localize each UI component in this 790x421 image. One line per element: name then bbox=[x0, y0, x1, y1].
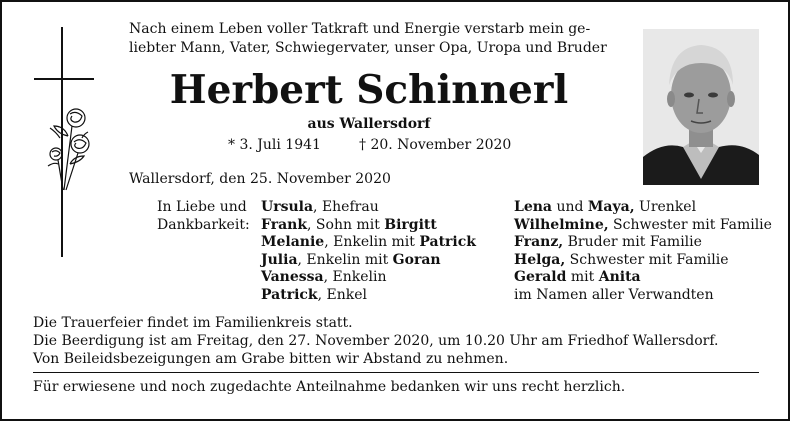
funeral-info-line: Die Trauerfeier findet im Familienkreis statt. bbox=[33, 315, 353, 331]
mourner-entry: Franz, Bruder mit Familie bbox=[514, 234, 702, 250]
mourners-left-column bbox=[261, 199, 476, 304]
deceased-origin: aus Wallersdorf bbox=[307, 116, 431, 132]
place-date: Wallersdorf, den 25. November 2020 bbox=[129, 171, 391, 187]
mourner-entry: Lena und Maya, Urenkel bbox=[514, 199, 697, 215]
mourner-entry: Vanessa, Enkelin bbox=[261, 269, 387, 285]
intro-line: Nach einem Leben voller Tatkraft und Energie verstarb mein ge- bbox=[129, 21, 591, 37]
mourner-entry: Melanie, Enkelin mit Patrick bbox=[261, 234, 476, 250]
mourners-heading-line: In Liebe und bbox=[157, 199, 247, 215]
mourners-heading-line: Dankbarkeit: bbox=[157, 216, 250, 233]
mourners-heading bbox=[157, 199, 250, 234]
divider bbox=[33, 372, 759, 373]
deceased-name: Herbert Schinnerl bbox=[169, 67, 569, 113]
mourner-entry: Helga, Schwester mit Familie bbox=[514, 251, 729, 268]
mourner-entry: Gerald mit Anita bbox=[514, 269, 641, 285]
mourner-entry: Wilhelmine, Schwester mit Familie bbox=[514, 216, 772, 233]
roses-icon bbox=[42, 106, 98, 192]
mourner-entry: im Namen aller Verwandten bbox=[514, 286, 714, 303]
thanks-text: Für erwiesene und noch zugedachte Anteilnahme bedanken wir uns recht herzlich. bbox=[33, 379, 626, 395]
mourner-entry: Patrick, Enkel bbox=[261, 286, 367, 303]
mourner-entry: Julia, Enkelin mit Goran bbox=[261, 251, 441, 268]
birth-date: * 3. Juli 1941 bbox=[228, 137, 321, 153]
mourners-right-column bbox=[514, 199, 772, 304]
death-date: † 20. November 2020 bbox=[359, 137, 512, 153]
intro-text bbox=[129, 20, 609, 58]
cross-bar bbox=[34, 78, 94, 80]
mourner-entry: Frank, Sohn mit Birgitt bbox=[261, 216, 437, 233]
portrait-photo bbox=[643, 29, 759, 185]
mourner-entry: Ursula, Ehefrau bbox=[261, 199, 379, 215]
intro-line: liebter Mann, Vater, Schwiegervater, unser Opa, Uropa und Bruder bbox=[129, 40, 607, 56]
funeral-info-line: Die Beerdigung ist am Freitag, den 27. November 2020, um 10.20 Uhr am Friedhof Wallersdorf. bbox=[33, 333, 719, 349]
funeral-info-line: Von Beileidsbezeigungen am Grabe bitten wir Abstand zu nehmen. bbox=[33, 351, 509, 367]
